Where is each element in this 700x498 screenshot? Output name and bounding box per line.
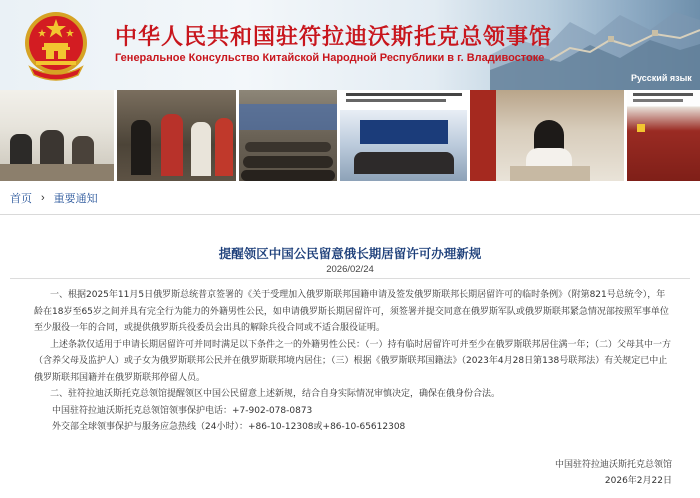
breadcrumb-separator: ›: [41, 191, 45, 204]
breadcrumb-home-link[interactable]: 首页: [10, 192, 32, 205]
article-body: [34, 287, 674, 436]
article-date: 2026/02/24: [326, 264, 374, 275]
photo-strip: [0, 90, 700, 181]
consul-speech-photo[interactable]: [470, 90, 624, 181]
press-conference-photo[interactable]: [0, 90, 114, 181]
site-banner: [0, 0, 700, 90]
article-paragraph: 上述条款仅适用于申请长期居留许可并同时满足以下条件之一的外籍男性公民：（一）持有临时居留许可并至少在俄罗斯联邦居住满一年；（二）父母其中一方（含养父母及监护人）或子女为俄罗斯联邦公民并在俄罗斯联邦境内居住；（三）根据《俄罗斯联邦国籍法》（2023年4月28日第138号联邦法）有关规定已中止俄罗斯联邦国籍并在俄罗斯联邦停留人员。: [34, 339, 672, 383]
hotline-line: 外交部全球领事保护与服务应急热线（24小时）：+86-10-12308或+86-10-65612308: [52, 422, 406, 432]
russian-language-link[interactable]: Русский язык: [631, 73, 692, 83]
site-title-cn: 中华人民共和国驻符拉迪沃斯托克总领事馆: [115, 24, 553, 50]
article-signature-block: [555, 457, 672, 489]
signature-date: 2026年2月22日: [604, 476, 672, 486]
article-paragraph: 二、驻符拉迪沃斯托克总领馆提醒领区中国公民留意上述新规，结合自身实际情况审慎决定，确保在俄身份合法。: [50, 389, 501, 399]
article-title: 提醒领区中国公民留意俄长期居留许可办理新规: [218, 246, 482, 261]
article-paragraph: 一、根据2025年11月5日俄罗斯总统普京签署的《关于受理加入俄罗斯联邦国籍申请及签发俄罗斯联邦长期居留许可的临时条例》（附第821号总统令），年龄在18岁至65岁之间并具有完全行为能力的外籍男性公民，如申请俄罗斯长期居留许可，须签署并提交同意在俄罗斯军队或俄罗斯联邦紧急情况部按照军事单位至少服役一年的合同，或提供俄罗斯兵役委员会出具的解除兵役合同或不适合服役证明。: [34, 290, 669, 333]
site-title-ru: Генеральное Консульство Китайской Народной Республики в г. Владивостоке: [115, 52, 545, 64]
national-emblem-icon: [22, 9, 90, 81]
breadcrumb-current-link[interactable]: 重要通知: [53, 192, 98, 205]
folk-costume-event-photo[interactable]: [117, 90, 236, 181]
consular-phone-line: 中国驻符拉迪沃斯托克总领馆领事保护电话：+7-902-078-0873: [52, 405, 313, 416]
title-divider: [10, 278, 690, 279]
stage-event-photo[interactable]: [340, 90, 467, 181]
breadcrumb: [0, 181, 700, 215]
flag-photo[interactable]: [627, 90, 700, 181]
signature-issuer: 中国驻符拉迪沃斯托克总领馆: [554, 460, 672, 470]
hall-audience-photo[interactable]: [239, 90, 336, 181]
